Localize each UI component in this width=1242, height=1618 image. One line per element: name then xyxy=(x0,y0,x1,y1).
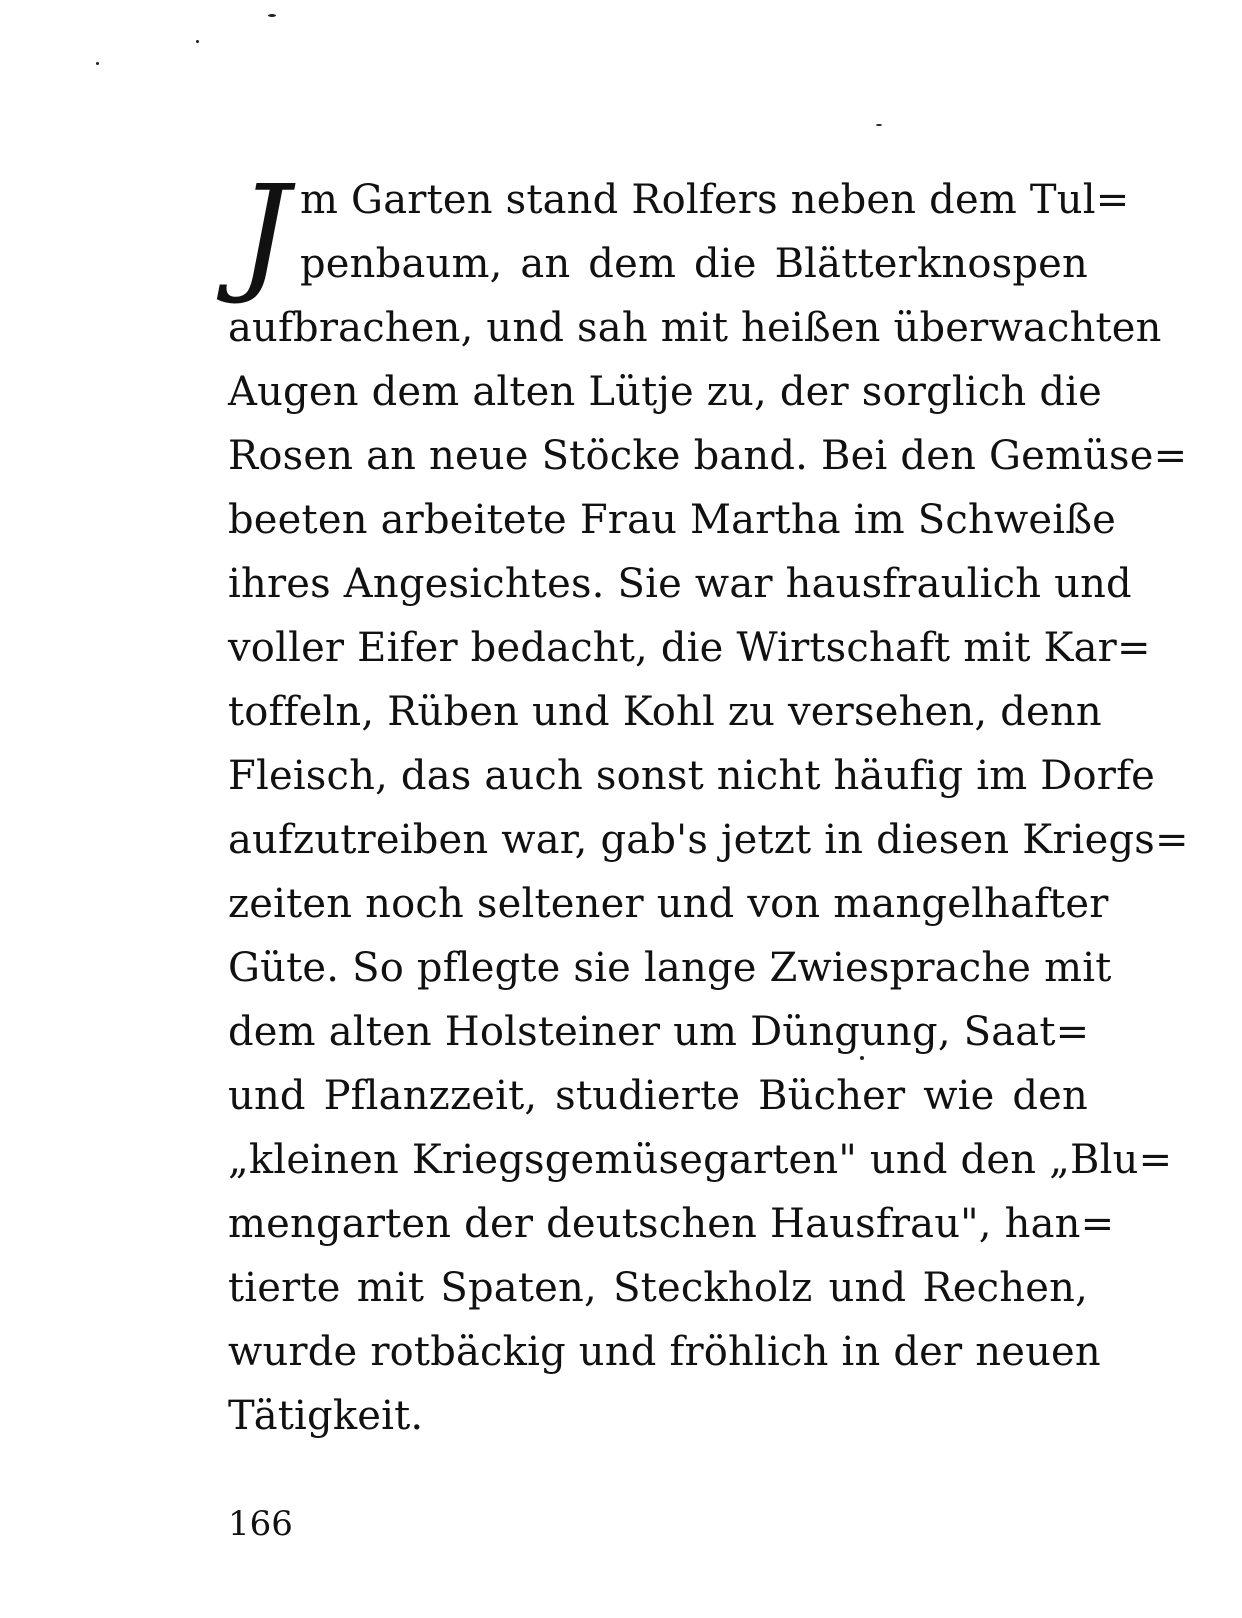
scan-speck xyxy=(268,14,276,17)
text-line: mengarten der deutschen Hausfrau", han= xyxy=(228,1201,1115,1247)
text-line: penbaum, an dem die Blätterknospen xyxy=(300,241,1088,287)
scan-speck xyxy=(96,62,99,65)
text-line: Tätigkeit. xyxy=(228,1393,424,1439)
scan-speck xyxy=(876,124,882,126)
page-number: 166 xyxy=(228,1504,293,1544)
text-line: zeiten noch seltener und von mangelhafter xyxy=(228,881,1109,927)
text-line: und Pflanzzeit, studierte Bücher wie den xyxy=(228,1073,1088,1119)
text-line: ihres Angesichtes. Sie war hausfraulich und xyxy=(228,561,1132,607)
text-line: beeten arbeitete Frau Martha im Schweiße xyxy=(228,497,1117,543)
text-line: Augen dem alten Lütje zu, der sorglich die xyxy=(228,369,1103,415)
text-line: Rosen an neue Stöcke band. Bei den Gemüse= xyxy=(228,433,1188,479)
text-line: Fleisch, das auch sonst nicht häufig im Dorfe xyxy=(228,753,1155,799)
text-line: aufzutreiben war, gab's jetzt in diesen Kriegs= xyxy=(228,817,1189,863)
text-line: toffeln, Rüben und Kohl zu versehen, denn xyxy=(228,689,1102,735)
text-line: voller Eifer bedacht, die Wirtschaft mit Kar= xyxy=(228,625,1151,671)
text-line: Güte. So pflegte sie lange Zwiesprache mit xyxy=(228,945,1112,991)
text-line: aufbrachen, und sah mit heißen überwachten xyxy=(228,305,1162,351)
text-line: m Garten stand Rolfers neben dem Tul= xyxy=(300,177,1130,223)
text-line: dem alten Holsteiner um Düngung, Saat= xyxy=(228,1009,1090,1055)
scan-speck xyxy=(196,40,199,43)
text-line: „kleinen Kriegsgemüsegarten" und den „Blu= xyxy=(228,1137,1173,1183)
drop-cap: J xyxy=(238,159,290,308)
text-line: tierte mit Spaten, Steckholz und Rechen, xyxy=(228,1265,1088,1311)
text-line: wurde rotbäckig und fröhlich in der neuen xyxy=(228,1329,1101,1375)
